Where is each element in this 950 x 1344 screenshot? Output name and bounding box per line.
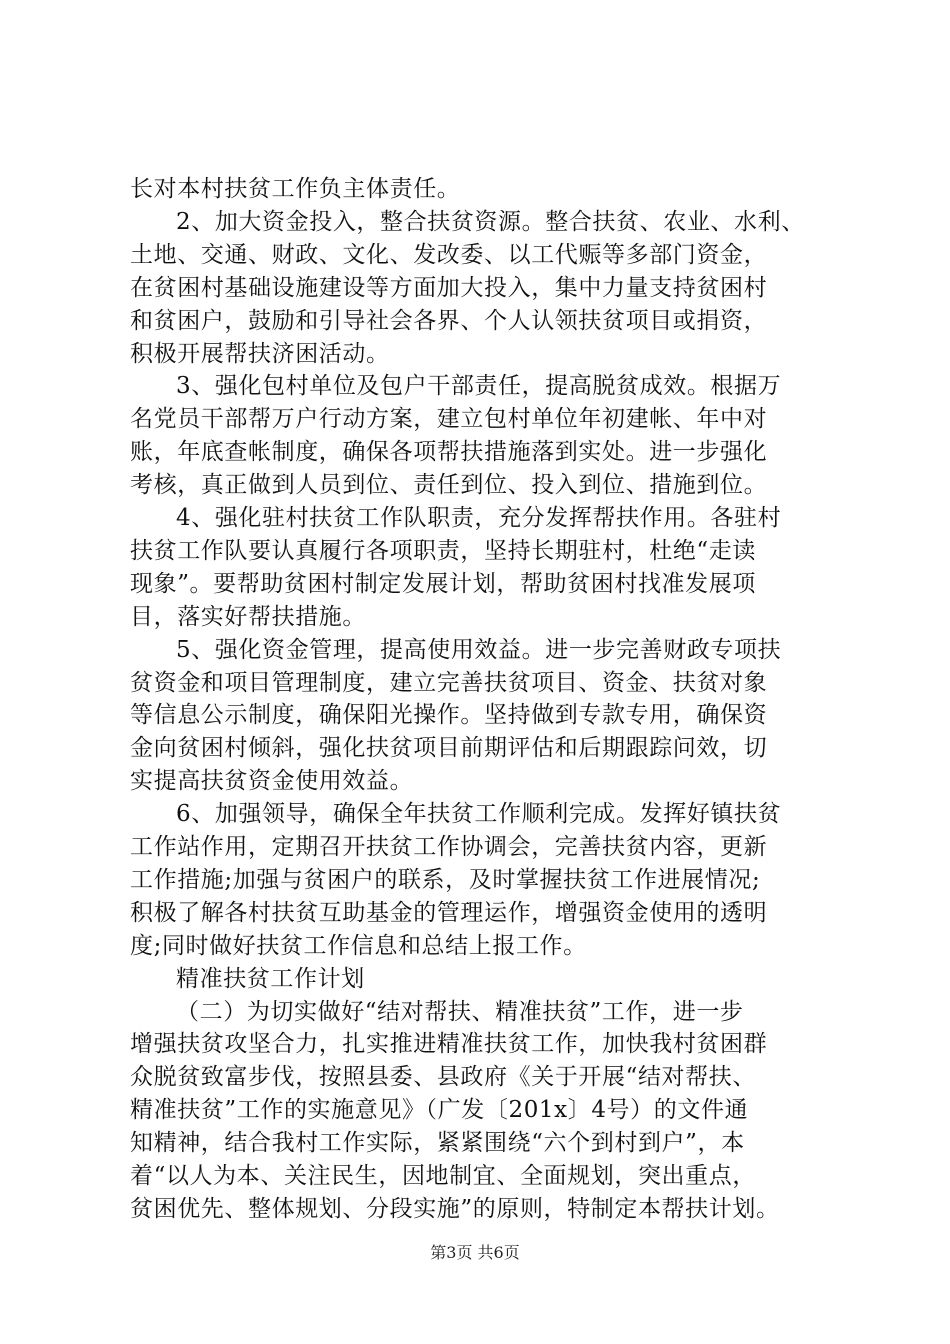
body-text-line: 贫资金和项目管理制度，建立完善扶贫项目、资金、扶贫对象 [130,670,768,696]
body-text-line: 名党员干部帮万户行动方案，建立包村单位年初建帐、年中对 [130,406,768,432]
body-text-line: 工作站作用，定期召开扶贫工作协调会，完善扶贫内容，更新 [130,834,768,860]
body-text-line: 知精神，结合我村工作实际，紧紧围绕“六个到村到户”，本 [130,1130,745,1156]
body-text-line: 在贫困村基础设施建设等方面加大投入，集中力量支持贫困村 [130,275,768,301]
section-heading: 精准扶贫工作计划 [176,966,365,992]
paragraph-3-start: 3、强化包村单位及包户干部责任，提高脱贫成效。根据万 [176,373,782,399]
paragraph-4-start: 4、强化驻村扶贫工作队职责，充分发挥帮扶作用。各驻村 [176,505,782,531]
body-text-line: 金向贫困村倾斜，强化扶贫项目前期评估和后期跟踪问效，切 [130,735,768,761]
body-text-line: 实提高扶贫资金使用效益。 [130,768,414,794]
body-text-line: 现象”。要帮助贫困村制定发展计划，帮助贫困村找准发展项 [130,571,756,597]
page-number-footer: 第3页 共6页 [430,1243,520,1262]
body-text-line: 目，落实好帮扶措施。 [130,604,366,630]
body-text-line: 等信息公示制度，确保阳光操作。坚持做到专款专用，确保资 [130,702,768,728]
body-text-line: 和贫困户，鼓励和引导社会各界、个人认领扶贫项目或捐资， [130,308,768,334]
paragraph-5-start: 5、强化资金管理，提高使用效益。进一步完善财政专项扶 [176,637,782,663]
body-text-line: 众脱贫致富步伐，按照县委、县政府《关于开展“结对帮扶、 [130,1064,756,1090]
body-text-line: 积极了解各村扶贫互助基金的管理运作，增强资金使用的透明 [130,900,768,926]
body-text-line: 增强扶贫攻坚合力，扎实推进精准扶贫工作，加快我村贫困群 [130,1031,768,1057]
body-text-line: 度;同时做好扶贫工作信息和总结上报工作。 [130,933,587,959]
body-text-line: 积极开展帮扶济困活动。 [130,341,390,367]
body-text-line: 着“以人为本、关注民生，因地制宜、全面规划，突出重点， [130,1163,756,1189]
body-text-line: 工作措施;加强与贫困户的联系，及时掌握扶贫工作进展情况; [130,867,761,893]
body-text-line: 账，年底查帐制度，确保各项帮扶措施落到实处。进一步强化 [130,439,768,465]
paragraph-6-start: 6、加强领导，确保全年扶贫工作顺利完成。发挥好镇扶贫 [176,801,782,827]
paragraph-plan-start: （二）为切实做好“结对帮扶、精准扶贫”工作，进一步 [176,999,744,1025]
body-text-line: 扶贫工作队要认真履行各项职责，坚持长期驻村，杜绝“走读 [130,538,756,564]
body-text-line: 精准扶贫”工作的实施意见》（广发〔201x〕4号）的文件通 [130,1097,749,1123]
body-text-line: 长对本村扶贫工作负主体责任。 [130,176,461,202]
body-text-line: 考核，真正做到人员到位、责任到位、投入到位、措施到位。 [130,472,768,498]
paragraph-2-start: 2、加大资金投入，整合扶贫资源。整合扶贫、农业、水利、 [176,209,805,235]
body-text-line: 土地、交通、财政、文化、发改委、以工代赈等多部门资金， [130,242,768,268]
body-text-line: 贫困优先、整体规划、分段实施”的原则，特制定本帮扶计划。 [130,1196,780,1222]
